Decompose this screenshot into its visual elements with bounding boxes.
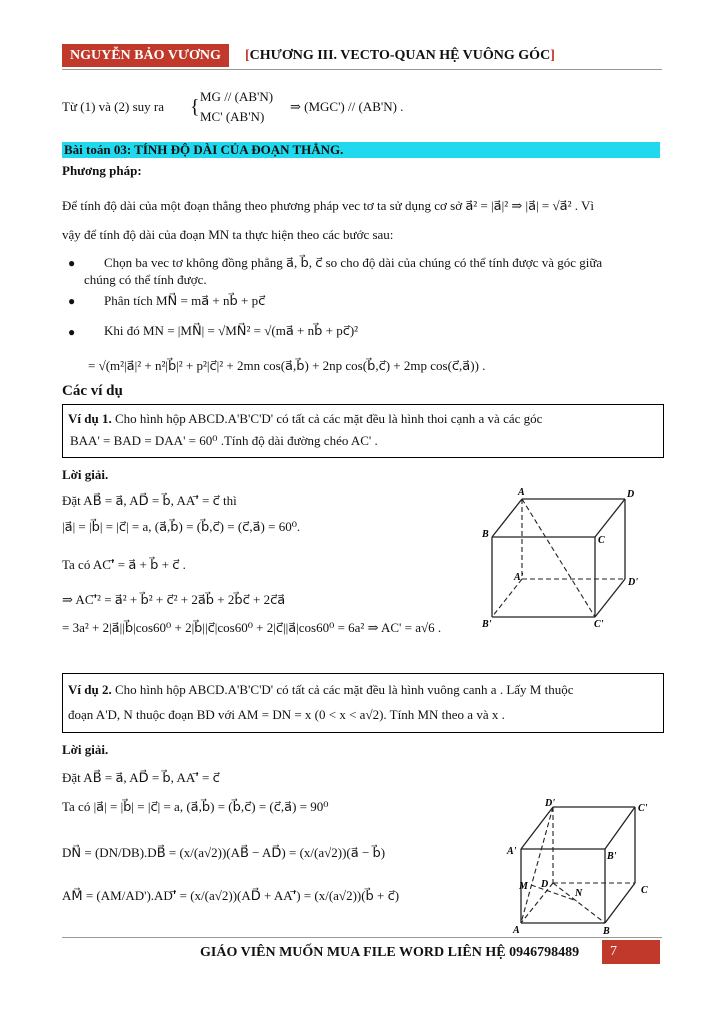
method-bullet-2: Phân tích MN⃗ = ma⃗ + nb⃗ + pc⃗ xyxy=(104,293,266,308)
example-1-step-5: = 3a² + 2|a⃗||b⃗|cos60⁰ + 2|b⃗||c⃗|cos60⁰ + 2|c⃗||a⃗|cos60⁰ = 6a² ⇒ AC' = a√6 . xyxy=(62,620,442,635)
example-2-text: Cho hình hộp ABCD.A'B'C'D' có tất cả các mặt đều là hình vuông canh a . Lấy M thuộc xyxy=(114,682,574,697)
vertex-label: C xyxy=(641,885,648,896)
vertex-label: D' xyxy=(628,577,638,588)
bullet-dot: ● xyxy=(68,256,76,270)
vertex-label: D xyxy=(541,879,549,890)
vertex-label: B' xyxy=(607,851,617,862)
method-bullet-1: Chọn ba vec tơ không đồng phẳng a⃗, b⃗, c⃗ so cho độ dài của chúng có thể tính được và góc giữa xyxy=(104,255,603,270)
intro-result: ⇒ (MGC') // (AB'N) . xyxy=(290,99,404,114)
hidden-edge xyxy=(492,579,522,617)
example-2-statement xyxy=(68,682,573,698)
page-number: 7 xyxy=(602,940,660,964)
edge xyxy=(605,807,635,849)
segment-mn xyxy=(531,885,577,901)
figure-2-cube xyxy=(505,797,655,937)
bullet-dot: ● xyxy=(68,325,76,339)
figure-1-parallelepiped xyxy=(480,485,650,635)
example-2-solution-title: Lời giải. xyxy=(62,742,109,757)
footer-rule xyxy=(62,937,662,938)
method-title: Phương pháp: xyxy=(62,163,142,178)
vertex-label: B' xyxy=(482,619,492,630)
vertex-label: B xyxy=(603,926,610,937)
bracket-left: [ xyxy=(245,48,250,63)
example-1-statement xyxy=(68,411,542,427)
example-1-text: Cho hình hộp ABCD.A'B'C'D' có tất cả các mặt đều là hình thoi cạnh a và các góc xyxy=(114,411,543,426)
example-2-label: Ví dụ 2. xyxy=(68,682,112,697)
intro-prefix: Từ (1) và (2) suy ra xyxy=(62,99,164,114)
chapter-title xyxy=(245,44,555,67)
intro-system-line-1: MG // (AB'N) xyxy=(200,89,274,104)
vertex-label: A xyxy=(513,925,520,936)
edge xyxy=(605,883,635,923)
example-1-label: Ví dụ 1. xyxy=(68,411,112,426)
example-1-text-2: BAA' = BAD = DAA' = 60⁰ .Tính độ dài đường chéo AC' . xyxy=(70,433,378,448)
method-bullet-3: Khi đó MN = |MN⃗| = √MN⃗² = √(ma⃗ + nb⃗ + pc⃗)² xyxy=(104,323,359,338)
vertex-label: A' xyxy=(514,572,524,583)
footer-contact: GIÁO VIÊN MUỐN MUA FILE WORD LIÊN HỆ 0946798489 xyxy=(200,945,580,960)
bullet-dot: ● xyxy=(68,294,76,308)
intro-system-line-2: MC' (AB'N) xyxy=(200,109,265,124)
vertex-label: D' xyxy=(545,798,555,809)
example-1-step-2: |a⃗| = |b⃗| = |c⃗| = a, (a⃗,b⃗) = (b⃗,c⃗) = (c⃗,a⃗) = 60⁰. xyxy=(62,519,301,534)
vertex-label: A xyxy=(518,487,525,498)
edge xyxy=(595,499,625,537)
method-para-2: vậy để tính độ dài của đoạn MN ta thực hiện theo các bước sau: xyxy=(62,227,394,242)
diagonal-ac-prime xyxy=(522,499,595,617)
example-2-step-3: DN⃗ = (DN/DB).DB⃗ = (x/(a√2))(AB⃗ − AD⃗) = (x/(a√2))(a⃗ − b⃗) xyxy=(62,845,386,860)
examples-heading: Các ví dụ xyxy=(62,383,123,399)
example-1-step-3: Ta có AC'⃗ = a⃗ + b⃗ + c⃗ . xyxy=(62,557,186,572)
edge xyxy=(521,807,553,849)
vertex-label: C' xyxy=(638,803,648,814)
example-1-step-1: Đặt AB⃗ = a⃗, AD⃗ = b⃗, AA'⃗ = c⃗ thì xyxy=(62,493,237,508)
segment-a-d-prime xyxy=(521,807,553,923)
example-1-solution-title: Lời giải. xyxy=(62,467,109,482)
edge xyxy=(595,579,625,617)
bracket-right: ] xyxy=(550,48,555,63)
edge xyxy=(492,499,522,537)
author-badge: NGUYỄN BẢO VƯƠNG xyxy=(62,44,229,67)
example-2-step-4: AM⃗ = (AM/AD').AD'⃗ = (x/(a√2))(AD⃗ + AA'⃗) = (x/(a√2))(b⃗ + c⃗) xyxy=(62,888,400,903)
example-2-text-2: đoạn A'D, N thuộc đoạn BD với AM = DN = x (0 < x < a√2). Tính MN theo a và x . xyxy=(68,707,505,722)
vertex-label: B xyxy=(482,529,489,540)
header-rule xyxy=(62,69,662,70)
method-bullet-1-cont: chúng có thể tính được. xyxy=(84,272,207,287)
vertex-label: N xyxy=(575,888,583,899)
chapter-name: CHƯƠNG III. VECTO-QUAN HỆ VUÔNG GÓC xyxy=(249,48,551,63)
system-brace: { xyxy=(190,96,200,118)
example-1-step-4: ⇒ AC'⃗² = a⃗² + b⃗² + c⃗² + 2a⃗b⃗ + 2b⃗c⃗ + 2c⃗a⃗ xyxy=(62,592,286,607)
example-2-step-1: Đặt AB⃗ = a⃗, AD⃗ = b⃗, AA'⃗ = c⃗ xyxy=(62,770,220,785)
example-2-step-2: Ta có |a⃗| = |b⃗| = |c⃗| = a, (a⃗,b⃗) = (b⃗,c⃗) = (c⃗,a⃗) = 90⁰ xyxy=(62,799,329,814)
section-header: Bài toán 03: TÍNH ĐỘ DÀI CỦA ĐOẠN THẲNG. xyxy=(62,142,660,158)
vertex-label: M xyxy=(519,881,528,892)
vertex-label: C' xyxy=(594,619,604,630)
vertex-label: D xyxy=(627,489,635,500)
method-para-1: Để tính độ dài của một đoạn thẳng theo phương pháp vec tơ ta sử dụng cơ sở a⃗² = |a⃗|² ⇒ |a⃗| = √a⃗² . Vì xyxy=(62,198,595,213)
vertex-label: C xyxy=(598,535,605,546)
method-formula-expanded: = √(m²|a⃗|² + n²|b⃗|² + p²|c⃗|² + 2mn cos(a⃗,b⃗) + 2np cos(b⃗,c⃗) + 2mp cos(c⃗,a⃗)) . xyxy=(88,358,486,373)
vertex-label: A' xyxy=(507,846,517,857)
